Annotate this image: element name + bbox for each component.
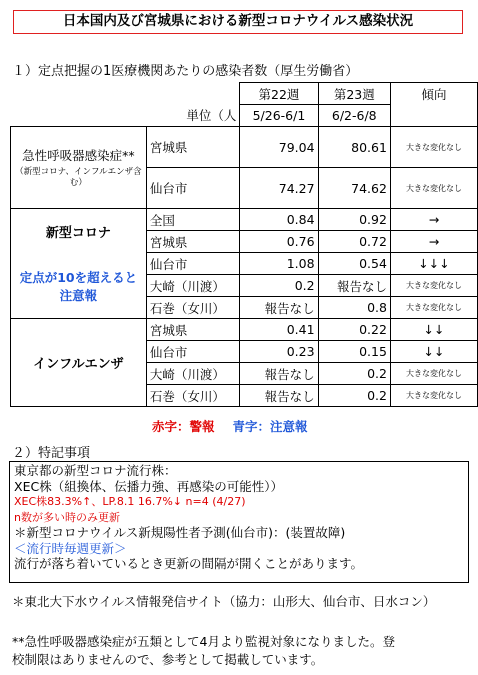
trend-cell: 大きな変化なし <box>390 385 477 407</box>
note-line-variant-share: XEC株83.3%↑、LP.8.1 16.7%↓ n=4 (4/27) <box>14 495 246 508</box>
region-cell: 仙台市 <box>146 253 240 275</box>
value-cell: 74.62 <box>318 168 390 209</box>
group-acute-respiratory <box>11 127 147 209</box>
region-cell: 仙台市 <box>146 168 240 209</box>
legend-blue: 青字：注意報 <box>232 419 308 434</box>
region-cell: 宮城県 <box>146 127 240 168</box>
note-line: 東京都の新型コロナ流行株： <box>14 463 177 478</box>
value-cell: 0.92 <box>318 209 390 231</box>
region-cell: 全国 <box>146 209 240 231</box>
region-cell: 宮城県 <box>146 319 240 341</box>
region-cell: 石巻（女川） <box>146 297 240 319</box>
value-cell: 0.8 <box>318 297 390 319</box>
sewage-info-link[interactable]: ＊東北大下水ウイルス情報発信サイト（協力：山形大、仙台市、日水コン） <box>12 594 436 609</box>
group-influenza <box>11 319 147 407</box>
trend-cell: ↓↓ <box>390 341 477 363</box>
legend-red: 赤字：警報 <box>152 419 215 434</box>
value-cell: 0.2 <box>318 385 390 407</box>
group-covid <box>11 209 147 319</box>
trend-cell: 大きな変化なし <box>390 275 477 297</box>
week23-header: 第23週 <box>318 83 390 105</box>
footnote-line-2: 校制限はありませんので、参考として掲載しています。 <box>12 652 324 667</box>
value-cell: 80.61 <box>318 127 390 168</box>
value-cell: 0.41 <box>240 319 318 341</box>
trend-cell: 大きな変化なし <box>390 297 477 319</box>
value-cell: 74.27 <box>240 168 318 209</box>
trend-cell: ↓↓↓ <box>390 253 477 275</box>
note-line-update-condition: n数が多い時のみ更新 <box>14 510 120 524</box>
week23-dates: 6/2-6/8 <box>318 105 390 127</box>
region-cell: 仙台市 <box>146 341 240 363</box>
week22-header: 第22週 <box>240 83 318 105</box>
group-name: 新型コロナ <box>45 226 111 241</box>
trend-cell: → <box>390 231 477 253</box>
value-cell: 0.54 <box>318 253 390 275</box>
trend-cell: 大きな変化なし <box>390 127 477 168</box>
trend-cell: 大きな変化なし <box>390 363 477 385</box>
advisory-note: 定点が10を超えると注意報 <box>19 270 138 303</box>
value-cell: 報告なし <box>240 297 318 319</box>
region-cell: 石巻（女川） <box>146 385 240 407</box>
page-title: 日本国内及び宮城県における新型コロナウイルス感染状況 <box>13 10 463 34</box>
color-legend <box>152 417 308 435</box>
region-cell: 宮城県 <box>146 231 240 253</box>
value-cell: 79.04 <box>240 127 318 168</box>
value-cell: 0.23 <box>240 341 318 363</box>
trend-cell: 大きな変化なし <box>390 168 477 209</box>
value-cell: 報告なし <box>240 363 318 385</box>
region-cell: 大崎（川渡） <box>146 363 240 385</box>
section2-heading: ２）特記事項 <box>12 446 91 461</box>
notes-box <box>9 461 469 583</box>
section1-heading: １）定点把握の1医療機関あたりの感染者数（厚生労働省） <box>12 64 359 79</box>
value-cell: 0.76 <box>240 231 318 253</box>
unit-label: 単位（人 <box>186 108 237 124</box>
region-cell: 大崎（川渡） <box>146 275 240 297</box>
surveillance-table <box>10 82 478 407</box>
value-cell: 0.2 <box>240 275 318 297</box>
trend-header: 傾向 <box>390 83 477 105</box>
note-line-update-frequency: ＜流行時毎週更新＞ <box>14 540 127 556</box>
value-cell: 0.15 <box>318 341 390 363</box>
value-cell: 報告なし <box>240 385 318 407</box>
note-line: ＊新型コロナウイルス新規陽性者予測(仙台市)：(装置故障) <box>14 525 346 540</box>
group-name: インフルエンザ <box>33 357 124 372</box>
week22-dates: 5/26-6/1 <box>240 105 318 127</box>
value-cell: 報告なし <box>318 275 390 297</box>
value-cell: 0.72 <box>318 231 390 253</box>
value-cell: 1.08 <box>240 253 318 275</box>
value-cell: 0.2 <box>318 363 390 385</box>
group-note: （新型コロナ、インフルエンザ含む） <box>15 167 142 188</box>
trend-cell: ↓↓ <box>390 319 477 341</box>
note-line: XEC株（組換体、伝播力強、再感染の可能性）） <box>14 478 283 494</box>
footnote-line-1: **急性呼吸器感染症が五類として4月より監視対象になりました。登 <box>12 634 395 649</box>
note-line: 流行が落ち着いているとき更新の間隔が開くことがあります。 <box>14 556 364 571</box>
value-cell: 0.22 <box>318 319 390 341</box>
group-name: 急性呼吸器感染症** <box>22 148 135 163</box>
trend-cell: → <box>390 209 477 231</box>
value-cell: 0.84 <box>240 209 318 231</box>
